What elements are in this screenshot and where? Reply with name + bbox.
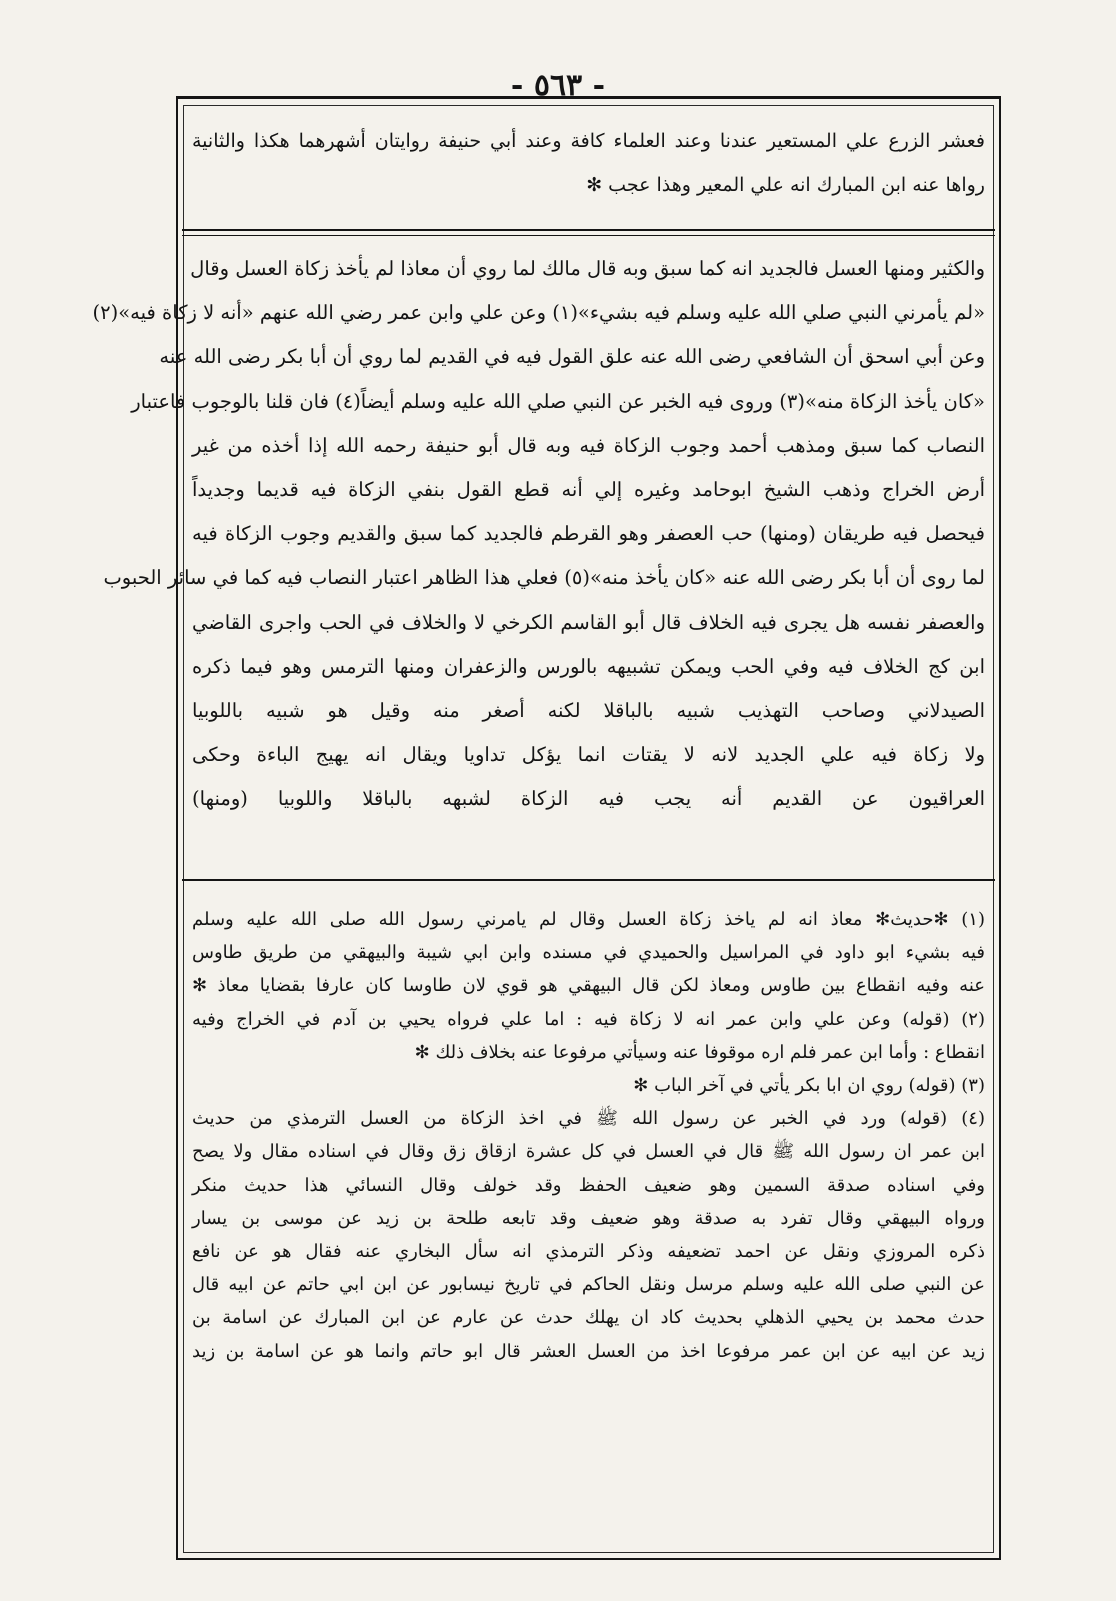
continuation-text bbox=[192, 119, 985, 207]
footnote-line: (٤) (قوله) ورد في الخبر عن رسول الله ﷺ في اخذ الزكاة من العسل الترمذي من حديث bbox=[192, 1108, 985, 1130]
main-text bbox=[92, 247, 985, 822]
text-line: لما روى أن أبا بكر رضى الله عنه «كان يأخذ منه»(٥) فعلي هذا الظاهر اعتبار النصاب فيه كما في سائر الحبوب bbox=[103, 566, 985, 590]
footnote-line: ورواه البيهقي وقال تفرد به صدقة وهو ضعيف وقد تابعه طلحة بن زيد عن موسى بن يسار bbox=[192, 1207, 985, 1229]
footnote-divider bbox=[182, 879, 995, 881]
footnote-line: ذكره المروزي ونقل عن احمد تضعيفه وذكر الترمذي انه سأل البخاري عنه فقال هو عن نافع bbox=[192, 1241, 985, 1263]
text-line: العراقيون عن القديم أنه يجب فيه الزكاة لشبهه بالباقلا واللوبيا (ومنها) bbox=[192, 787, 985, 811]
section-divider bbox=[182, 229, 995, 231]
footnote-line: حدث محمد بن يحيي الذهلي بحديث كاد ان يهلك حدث عن عارم عن ابن المبارك عن اسامة بن bbox=[192, 1307, 985, 1329]
footnote-line: (١) ✻حديث✻ معاذ انه لم ياخذ زكاة العسل وقال لم يامرني رسول الله صلى الله عليه وسلم bbox=[192, 909, 985, 930]
text-line: ابن كج الخلاف فيه وفي الحب ويمكن تشبيهه بالورس والزعفران ومنها الترمس وهو فيما ذكره bbox=[192, 654, 985, 678]
text-line: والكثير ومنها العسل فالجديد انه كما سبق وبه قال مالك لما روي أن معاذا لم يأخذ زكاة العسل وقال bbox=[190, 257, 985, 280]
footnotes bbox=[192, 903, 985, 1368]
text-line: والعصفر نفسه هل يجرى فيه الخلاف قال أبو القاسم الكرخي لا والخلاف في الحب واجرى القاضي bbox=[192, 610, 985, 634]
text-line: الصيدلاني وصاحب التهذيب شبيه بالباقلا لكنه أصغر منه وقيل هو شبيه باللوبيا bbox=[192, 699, 985, 723]
text-line: فيحصل فيه طريقان (ومنها) حب العصفر وهو القرطم فالجديد كما سبق والقديم وجوب الزكاة فيه bbox=[192, 522, 985, 546]
footnote-line: (٣) (قوله) روي ان ابا بكر يأتي في آخر الباب ✻ bbox=[633, 1075, 985, 1097]
page-number: - ٥٦٣ - bbox=[510, 68, 606, 103]
footnote-line: (٢) (قوله) وعن علي وابن عمر انه لا زكاة فيه : اما علي فرواه يحيي بن آدم في الخراج وفيه bbox=[192, 1008, 985, 1030]
text-line: وعن أبي اسحق أن الشافعي رضى الله عنه علق القول فيه في القديم لما روي أن أبا بكر رضى الله عنه bbox=[159, 345, 985, 369]
footnote-line: وفي اسناده صدقة السمين وهو ضعيف الحفظ وقد خولف وقال النسائي هذا حديث منكر bbox=[192, 1174, 985, 1196]
footnote-line: فيه بشيء ابو داود في المراسيل والحميدي في مسنده وابن ابي شيبة والبيهقي من طريق طاوس bbox=[192, 942, 985, 964]
text-line: «كان يأخذ الزكاة منه»(٣) وروى فيه الخبر عن النبي صلي الله عليه وسلم أيضاً(٤) فان قلنا بالوجوب فاعتبار bbox=[131, 389, 985, 413]
text-line: فعشر الزرع علي المستعير عندنا وعند العلماء كافة وعند أبي حنيفة روايتان أشهرهما هكذا والثانية bbox=[192, 130, 985, 152]
footnote-line: عن النبي صلى الله عليه وسلم مرسل ونقل الحاكم في تاريخ نيسابور عن ابن ابي حاتم عن ابيه قال bbox=[192, 1274, 985, 1296]
section-divider bbox=[182, 235, 995, 236]
text-line: رواها عنه ابن المبارك انه علي المعير وهذا عجب ✻ bbox=[586, 174, 985, 196]
footnote-line: ابن عمر ان رسول الله ﷺ قال في العسل في كل عشرة ازقاق زق وقال في اسناده مقال ولا يصح bbox=[192, 1141, 985, 1163]
text-line: أرض الخراج وذهب الشيخ ابوحامد وغيره إلي أنه قطع القول بنفي الزكاة فيه قديما وجديداً bbox=[192, 478, 985, 502]
footnote-line: انقطاع : وأما ابن عمر فلم اره موقوفا عنه وسيأتي مرفوعا عنه بخلاف ذلك ✻ bbox=[414, 1041, 985, 1063]
footnote-line: زيد عن ابيه عن ابن عمر مرفوعا اخذ من العسل العشر قال ابو حاتم وانما هو عن اسامة بن زيد bbox=[192, 1340, 985, 1362]
text-line: «لم يأمرني النبي صلي الله عليه وسلم فيه بشيء»(١) وعن علي وابن عمر رضي الله عنهم «أنه لا زكاة فيه»(٢) bbox=[92, 301, 985, 325]
footnote-line: عنه وفيه انقطاع بين طاوس ومعاذ لكن قال البيهقي هو قوي لان طاوسا كان عارفا بقضايا معاذ ✻ bbox=[192, 975, 985, 997]
page-frame bbox=[92, 96, 1001, 1560]
text-line: ولا زكاة فيه علي الجديد لانه لا يقتات انما يؤكل تداويا ويقال انه يهيج الباءة وحكى bbox=[192, 743, 985, 767]
text-line: النصاب كما سبق ومذهب أحمد وجوب الزكاة فيه وبه قال أبو حنيفة رحمه الله إذا أخذه من غير bbox=[192, 433, 985, 457]
